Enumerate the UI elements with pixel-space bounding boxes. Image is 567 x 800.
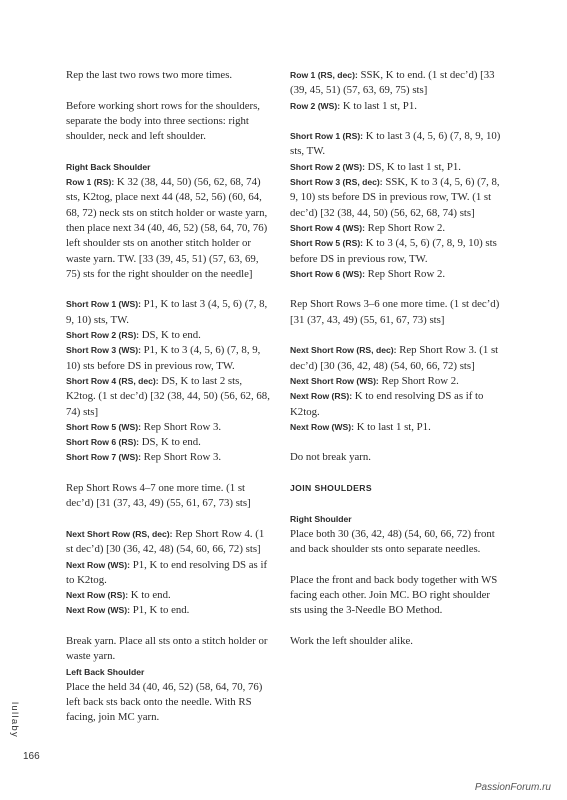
instruction-block <box>290 512 503 558</box>
row-label: Next Short Row (RS, dec): <box>66 528 173 539</box>
instruction-text: Break yarn. Place all sts onto a stitch holder or waste yarn. <box>66 634 268 663</box>
row-instruction <box>66 435 272 450</box>
instruction-block <box>66 527 272 619</box>
instruction-block <box>290 343 503 435</box>
row-label: Short Row 1 (RS): <box>290 131 364 142</box>
row-text: Rep Short Row 3. (1 st dec’d) [30 (36, 42, 48) (54, 60, 66, 72) sts] <box>290 344 499 372</box>
row-text: P1, K to end resolving DS as if to K2tog. <box>66 558 268 586</box>
subheading: Right Back Shoulder <box>66 161 151 172</box>
row-text: K to last 1 st, P1. <box>342 99 417 112</box>
row-text: K to end resolving DS as if to K2tog. <box>290 390 484 418</box>
row-instruction <box>290 420 503 435</box>
row-instruction <box>290 343 503 374</box>
instruction-block <box>66 297 272 465</box>
paragraph: Before working short rows for the shoulders, separate the body into three sections: right shoulder, neck and left shoulder. <box>66 99 261 143</box>
row-instruction <box>66 343 272 374</box>
row-text: Rep Short Row 4. (1 st dec’d) [30 (36, 42, 48) (54, 60, 66, 72) sts] <box>66 527 265 556</box>
row-instruction <box>66 175 272 282</box>
row-instruction <box>290 99 503 114</box>
subheading: Right Shoulder <box>290 513 352 524</box>
row-text: Rep Short Row 3. <box>143 451 222 464</box>
row-label: Next Row (RS): <box>66 590 129 601</box>
page-number: 166 <box>23 751 40 762</box>
row-label: Short Row 3 (RS, dec): <box>290 177 383 188</box>
row-instruction <box>66 328 272 343</box>
row-label: Row 1 (RS): <box>66 177 115 188</box>
row-instruction <box>66 420 272 435</box>
row-label: Short Row 3 (WS): <box>66 345 141 356</box>
row-label: Short Row 2 (WS): <box>290 161 365 172</box>
row-text: Rep Short Row 2. <box>367 221 446 234</box>
row-instruction <box>290 129 503 160</box>
subheading: Left Back Shoulder <box>66 666 145 677</box>
row-text: DS, K to last 1 st, P1. <box>367 160 461 173</box>
row-label: Next Row (WS): <box>66 559 130 570</box>
row-text: SSK, K to end. (1 st dec’d) [33 (39, 45, 51) (57, 63, 69, 75) sts] <box>290 69 495 97</box>
row-label: Next Row (RS): <box>290 391 353 402</box>
row-text: DS, K to last 2 sts, K2tog. (1 st dec’d) [32 (38, 44, 50) (56, 62, 68, 74) sts] <box>66 374 270 418</box>
watermark: PassionForum.ru <box>474 782 551 793</box>
row-instruction <box>66 588 272 603</box>
section-heading: JOIN SHOULDERS <box>290 483 372 494</box>
paragraph: Do not break yarn. <box>290 451 371 464</box>
paragraph: Work the left shoulder alike. <box>290 634 413 647</box>
row-label: Row 2 (WS): <box>290 100 341 111</box>
row-text: DS, K to end. <box>141 436 201 449</box>
row-text: Rep Short Row 2. <box>367 267 446 280</box>
row-label: Short Row 5 (RS): <box>290 238 364 249</box>
row-label: Short Row 4 (RS, dec): <box>66 375 159 386</box>
row-text: Rep Short Row 3. <box>143 420 222 433</box>
row-text: K 32 (38, 44, 50) (56, 62, 68, 74) sts, K2tog, place next 44 (48, 52, 56) (60, 64, 68, 72) neck sts on stitch holder or waste yarn, then place next 34 (40, 46, 52) (58, 64, 70, 76) left shoulder sts on another stitch holder or waste yarn. TW. [33 (39, 45, 51) (57, 63, 69, 75) sts for the right shoulder on the needle] <box>66 176 268 280</box>
row-label: Short Row 7 (WS): <box>66 452 141 463</box>
instruction-block <box>290 68 503 114</box>
row-label: Row 1 (RS, dec): <box>290 70 358 80</box>
row-instruction <box>290 389 503 420</box>
row-text: K to 3 (4, 5, 6) (7, 8, 9, 10) sts before DS in previous row, TW. <box>290 237 497 265</box>
row-instruction <box>290 221 503 236</box>
row-text: P1, K to last 3 (4, 5, 6) (7, 8, 9, 10) sts, TW. <box>66 298 268 326</box>
row-label: Short Row 4 (WS): <box>290 222 365 233</box>
row-label: Short Row 6 (RS): <box>66 437 140 448</box>
left-column <box>66 68 272 741</box>
row-instruction <box>66 558 272 589</box>
row-text: SSK, K to 3 (4, 5, 6) (7, 8, 9, 10) sts before DS in previous row, TW. (1 st dec’d) [32 (38, 44, 50) (56, 62, 68, 74) sts] <box>290 176 500 219</box>
paragraph: Rep Short Rows 4–7 one more time. (1 st dec’d) [31 (37, 43, 49) (55, 61, 67, 73) sts] <box>66 482 251 510</box>
row-text: K to last 1 st, P1. <box>356 420 431 433</box>
row-label: Short Row 6 (WS): <box>290 268 365 279</box>
row-instruction <box>290 267 503 282</box>
row-label: Short Row 2 (RS): <box>66 330 140 341</box>
row-label: Short Row 5 (WS): <box>66 421 141 432</box>
row-text: DS, K to end. <box>141 329 201 342</box>
instruction-block <box>66 634 272 726</box>
row-text: K to last 3 (4, 5, 6) (7, 8, 9, 10) sts, TW. <box>290 130 501 158</box>
instruction-text: Place both 30 (36, 42, 48) (54, 60, 66, 72) front and back shoulder sts onto separate needles. <box>290 527 495 556</box>
row-instruction <box>66 527 272 558</box>
row-text: P1, K to 3 (4, 5, 6) (7, 8, 9, 10) sts before DS in previous row, TW. <box>66 344 261 372</box>
paragraph: Place the front and back body together with WS facing each other. Join MC. BO right shoulder sts using the 3-Needle BO Method. <box>290 573 498 617</box>
instruction-text: Place the held 34 (40, 46, 52) (58, 64, 70, 76) left back sts back onto the needle. With RS facing, join MC yarn. <box>66 680 263 724</box>
row-label: Next Row (WS): <box>66 605 130 616</box>
row-instruction <box>290 175 503 221</box>
running-title-text: lullaby <box>9 702 20 739</box>
row-label: Next Row (WS): <box>290 421 354 432</box>
paragraph: Rep Short Rows 3–6 one more time. (1 st dec’d) [31 (37, 43, 49) (55, 61, 67, 73) sts] <box>290 298 500 326</box>
row-instruction <box>66 297 272 328</box>
instruction-block <box>66 160 272 282</box>
row-text: P1, K to end. <box>132 604 190 617</box>
row-label: Next Short Row (WS): <box>290 375 379 386</box>
instruction-block <box>290 129 503 282</box>
row-instruction <box>66 450 272 465</box>
row-instruction <box>66 374 272 420</box>
row-instruction <box>66 603 272 618</box>
row-instruction <box>290 236 503 267</box>
side-running-title <box>9 702 20 738</box>
paragraph: Rep the last two rows two more times. <box>66 69 233 81</box>
right-column <box>290 68 503 665</box>
row-instruction <box>290 68 503 99</box>
row-label: Next Short Row (RS, dec): <box>290 345 397 356</box>
row-instruction <box>290 160 503 175</box>
row-text: Rep Short Row 2. <box>381 374 459 387</box>
row-label: Short Row 1 (WS): <box>66 299 141 310</box>
row-instruction <box>290 374 503 389</box>
row-text: K to end. <box>130 589 171 602</box>
